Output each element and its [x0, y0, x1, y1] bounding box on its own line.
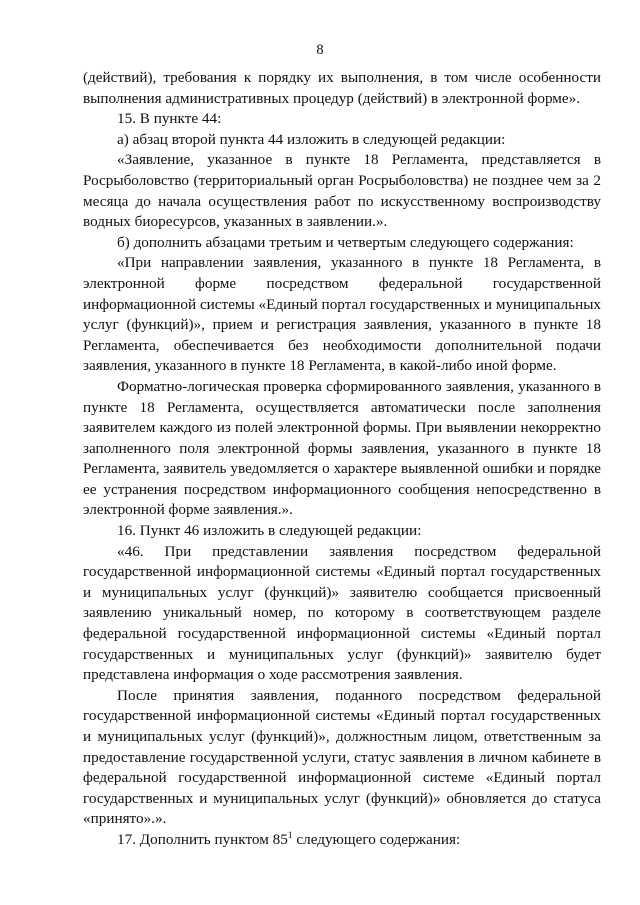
item-17-superscript: 1 — [287, 830, 293, 841]
paragraph-status-update: После принятия заявления, поданного посредством федеральной государственной информационной системы «Единый портал государственных и муниципальных услуг (функций)», должностным лицом, ответственным за предоставление государственной услуги, статус заявления в личном кабинете в федеральной государственной информационной системе «Единый портал государственных и муниципальных услуг (функций)» обновляется до статуса «принято».». — [83, 686, 601, 828]
paragraph-electronic-submission: «При направлении заявления, указанного в пункте 18 Регламента, в электронной форме посредством федеральной государственной информационной системы «Единый портал государственных и муниципальных услуг (функций)», прием и регистрация заявления, указанного в пункте 18 Регламента, обеспечивается без необходимости дополнительной подачи заявления, указанного в пункте 18 Регламента, в какой-либо иной форме. — [83, 254, 601, 375]
document-body — [83, 68, 601, 851]
paragraph-item-17 — [83, 830, 601, 851]
paragraph-format-check: Форматно-логическая проверка сформированного заявления, указанного в пункте 18 Регламента, осуществляется автоматически после заполнения заявителем каждого из полей электронной формы. При выявлении некорректно заполненного поля электронной формы заявления, указанного в пункте 18 Регламента, заявитель уведомляется о характере выявленной ошибки и порядке ее устранения посредством информационного сообщения непосредственно в электронной форме заявления.». — [83, 377, 601, 519]
paragraph-item-15: 15. В пункте 44: — [117, 110, 222, 128]
paragraph-continuation: (действий), требования к порядку их выполнения, в том числе особенности выполнения административных процедур (действий) в электронной форме». — [83, 69, 601, 107]
page-number: 8 — [316, 42, 324, 58]
paragraph-subitem-b: б) дополнить абзацами третьим и четвертым следующего содержания: — [117, 233, 574, 251]
item-17-text: 17. Дополнить пунктом 85 — [117, 830, 288, 848]
item-17-text-end: следующего содержания: — [292, 830, 461, 848]
paragraph-subitem-a: а) абзац второй пункта 44 изложить в следующей редакции: — [117, 130, 506, 148]
paragraph-item-16: 16. Пункт 46 изложить в следующей редакции: — [117, 522, 422, 540]
paragraph-quote-statement: «Заявление, указанное в пункте 18 Регламента, представляется в Росрыболовство (территориальный орган Росрыболовства) не позднее чем за 2 месяца до начала осуществления работ по искусственному воспроизводству водных биоресурсов, указанных в заявлении.». — [83, 151, 601, 231]
paragraph-item-46: «46. При представлении заявления посредством федеральной государственной информационной системы «Единый портал государственных и муниципальных услуг (функций)» заявителю сообщается присвоенный заявлению уникальный номер, по которому в соответствующем разделе федеральной государственной информационной системы «Единый портал государственных и муниципальных услуг (функций)» заявителю будет представлена информация о ходе рассмотрения заявления. — [83, 542, 601, 684]
